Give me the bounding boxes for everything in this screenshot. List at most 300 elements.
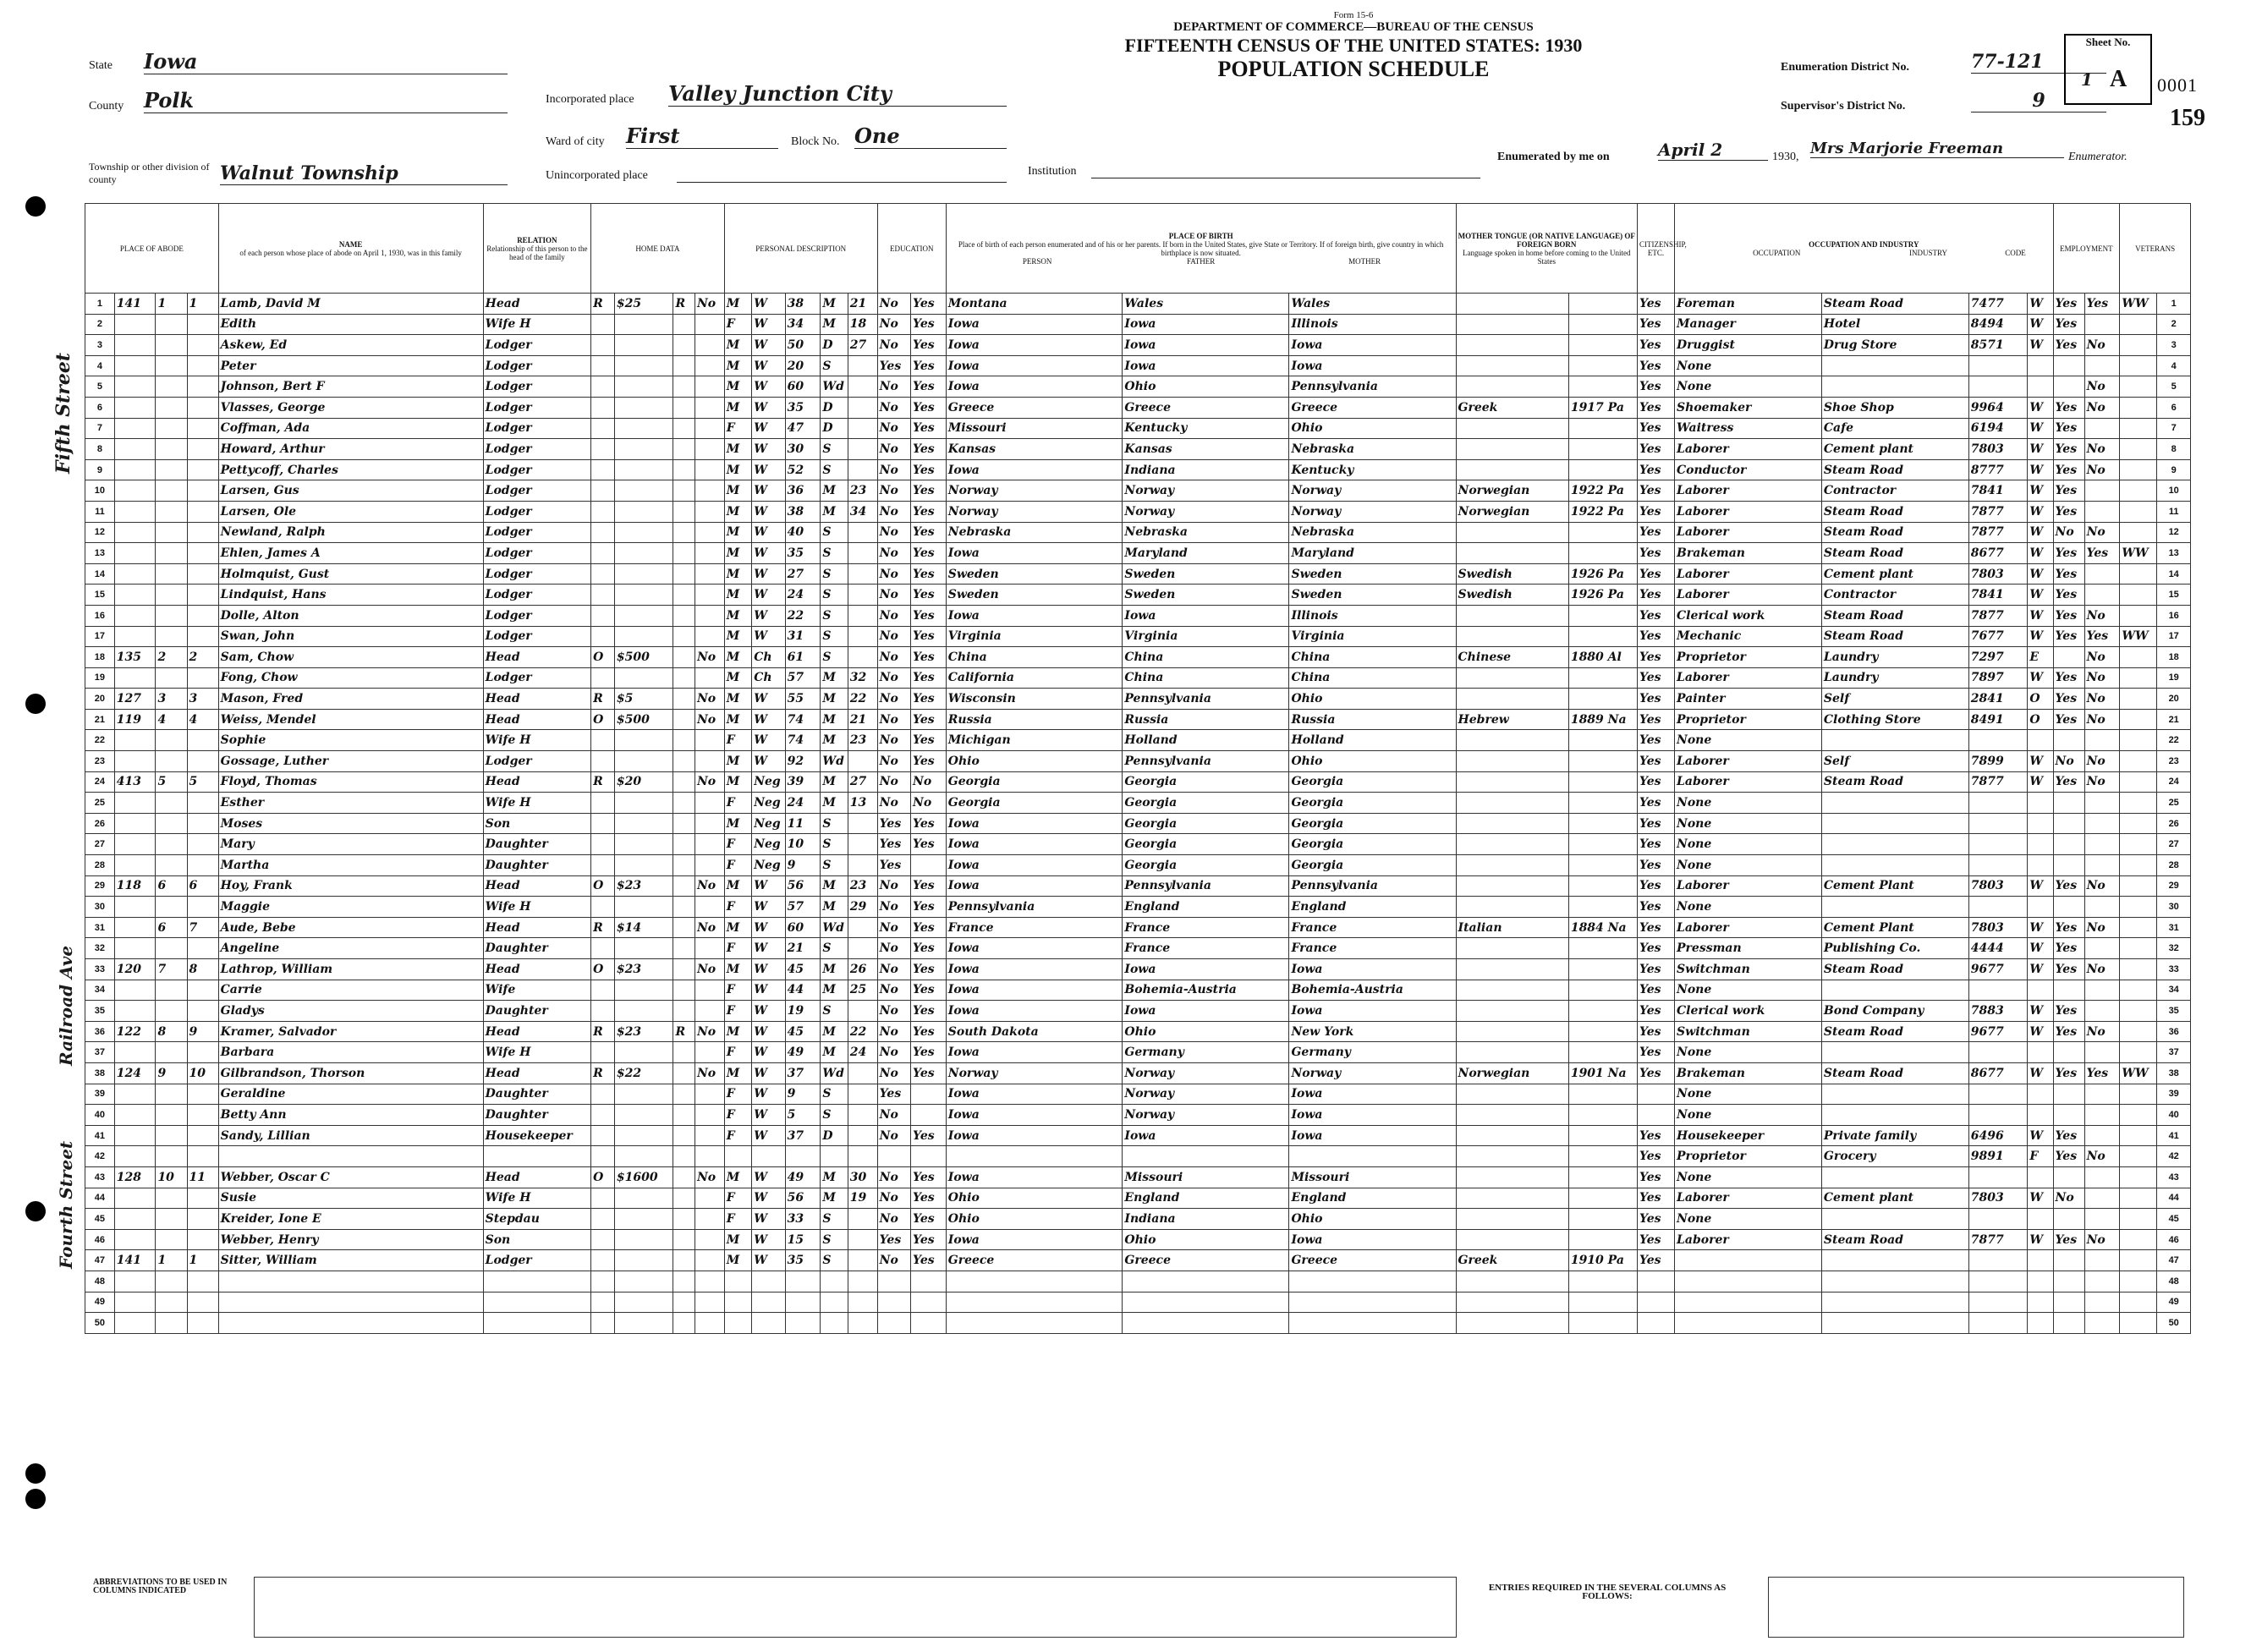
cell-eng: Yes [1637,730,1674,751]
cell-emp [2053,647,2084,668]
cell-emp [2053,1313,2084,1334]
cell-vet: No [2084,522,2120,543]
cell-val [614,938,673,959]
cell-sex: M [724,875,751,897]
cell-sex [724,1271,751,1292]
cell-bp: Iowa [946,605,1123,626]
line-number: 26 [2157,813,2191,834]
cell-bpf: Greece [1123,397,1289,418]
header-relation [483,204,591,294]
cell-vis: 2 [187,647,218,668]
cell-rel: Lodger [483,397,591,418]
cell-dw [114,730,156,751]
cell-cls: W [2028,1001,2053,1022]
cell-bpf: Kansas [1123,439,1289,460]
line-number: 16 [85,605,115,626]
line-number: 31 [85,917,115,938]
cell-lang [1456,1313,1568,1334]
cell-farm [695,585,724,606]
cell-dw: 124 [114,1062,156,1084]
cell-ind [1821,1292,1968,1313]
cell-agem: 23 [848,480,877,502]
cell-ind: Publishing Co. [1821,938,1968,959]
township-value: Walnut Township [220,162,508,185]
cell-war [2120,667,2157,689]
cell-fam [156,522,187,543]
cell-code: 9677 [1968,959,2028,980]
cell-fam [156,793,187,814]
cell-dw [114,605,156,626]
cell-radio [673,376,695,398]
inc-place-value: Valley Junction City [668,81,1007,107]
cell-eng: Yes [1637,917,1674,938]
cell-read: Yes [911,959,947,980]
table-row [85,647,2191,668]
cell-own: O [591,1166,615,1188]
cell-sch: No [877,563,910,585]
cell-bp: Norway [946,501,1123,522]
cell-bpf: Pennsylvania [1123,751,1289,772]
cell-mar: S [821,1001,848,1022]
cell-ind: Steam Road [1821,459,1968,480]
cell-cit [1568,1166,1637,1188]
cell-race: Neg [752,834,785,855]
cell-bpf: Georgia [1123,834,1289,855]
line-number: 25 [2157,793,2191,814]
cell-dw: 120 [114,959,156,980]
cell-farm [695,1250,724,1271]
cell-code: 7883 [1968,1001,2028,1022]
cell-vet [2084,855,2120,876]
cell-sch: Yes [877,355,910,376]
cell-lang [1456,1188,1568,1209]
cell-val [614,1105,673,1126]
line-number: 10 [2157,480,2191,502]
cell-dw [114,793,156,814]
cell-occ [1675,1250,1822,1271]
cell-bpm: New York [1289,1021,1456,1042]
cell-code [1968,376,2028,398]
cell-rel: Daughter [483,1105,591,1126]
cell-read: Yes [911,813,947,834]
cell-farm [695,1001,724,1022]
cell-emp [2053,855,2084,876]
cell-rel: Son [483,1229,591,1250]
cell-vet: Yes [2084,1062,2120,1084]
cell-radio [673,355,695,376]
cell-age: 45 [785,959,821,980]
cell-bpm: Russia [1289,709,1456,730]
header-name-desc: of each person whose place of abode on April 1, 1930, was in this family [239,248,462,257]
cell-war [2120,1313,2157,1334]
sd-label: Supervisor's District No. [1781,100,1906,113]
cell-cls: W [2028,626,2053,647]
cell-lang [1456,1125,1568,1146]
cell-bpm: Norway [1289,480,1456,502]
cell-farm [695,897,724,918]
cell-radio [673,480,695,502]
cell-read: Yes [911,980,947,1001]
cell-race: W [752,875,785,897]
table-row [85,563,2191,585]
cell-sex: F [724,897,751,918]
cell-occ: Manager [1675,314,1822,335]
cell-bp: Michigan [946,730,1123,751]
cell-lang [1456,1001,1568,1022]
cell-rel: Head [483,709,591,730]
cell-agem: 29 [848,897,877,918]
header-mother: MOTHER [1348,256,1381,266]
line-number: 8 [2157,439,2191,460]
cell-farm [695,522,724,543]
cell-own: O [591,709,615,730]
cell-cls [2028,834,2053,855]
cell-own [591,1313,615,1334]
cell-name: Aude, Bebe [218,917,483,938]
cell-rel: Head [483,1166,591,1188]
cell-emp: Yes [2053,938,2084,959]
footer [85,1573,2191,1641]
cell-rel: Lodger [483,563,591,585]
cell-cls: W [2028,1062,2053,1084]
cell-name: Martha [218,855,483,876]
cell-name: Sam, Chow [218,647,483,668]
table-row [85,689,2191,710]
cell-eng: Yes [1637,709,1674,730]
margin-street-2: Railroad Ave [56,945,76,1066]
cell-bp: Iowa [946,1001,1123,1022]
table-row [85,1166,2191,1188]
cell-val [614,397,673,418]
cell-vet [2084,418,2120,439]
cell-mar: M [821,875,848,897]
cell-bp: Iowa [946,1084,1123,1105]
cell-bp: Nebraska [946,522,1123,543]
cell-val [614,480,673,502]
cell-age: 56 [785,875,821,897]
cell-code: 9964 [1968,397,2028,418]
cell-name: Floyd, Thomas [218,771,483,793]
line-number: 44 [85,1188,115,1209]
cell-age: 20 [785,355,821,376]
cell-eng: Yes [1637,376,1674,398]
cell-cit [1568,1313,1637,1334]
cell-eng: Yes [1637,335,1674,356]
cell-lang [1456,1042,1568,1063]
cell-cit [1568,1001,1637,1022]
cell-bpm [1289,1313,1456,1334]
cell-farm: No [695,771,724,793]
cell-ind [1821,855,1968,876]
cell-age: 39 [785,771,821,793]
cell-sch: No [877,605,910,626]
cell-race: W [752,1229,785,1250]
cell-bpm: England [1289,897,1456,918]
cell-code [1968,1105,2028,1126]
cell-vet: No [2084,459,2120,480]
cell-bpf: Sweden [1123,585,1289,606]
cell-war [2120,1271,2157,1292]
cell-fam [156,335,187,356]
cell-ind: Cement Plant [1821,875,1968,897]
line-number: 20 [85,689,115,710]
cell-lang [1456,730,1568,751]
department: DEPARTMENT OF COMMERCE—BUREAU OF THE CENSUS [1173,20,1534,34]
cell-read [911,1313,947,1334]
cell-read: Yes [911,875,947,897]
cell-sex: M [724,459,751,480]
cell-race: W [752,355,785,376]
cell-fam: 5 [156,771,187,793]
cell-dw [114,938,156,959]
cell-fam: 1 [156,1250,187,1271]
cell-val [614,793,673,814]
cell-own [591,834,615,855]
enumerator-name: Mrs Marjorie Freeman [1810,140,2064,158]
cell-read: Yes [911,418,947,439]
cell-bpf: Iowa [1123,314,1289,335]
cell-fam: 10 [156,1166,187,1188]
cell-farm [695,605,724,626]
cell-rel [483,1271,591,1292]
cell-war: WW [2120,1062,2157,1084]
cell-bpf: Iowa [1123,335,1289,356]
township-label: Township or other division of county [89,161,210,185]
cell-lang [1456,376,1568,398]
cell-sch: No [877,1250,910,1271]
cell-occ: Laborer [1675,1188,1822,1209]
cell-cls: W [2028,480,2053,502]
cell-dw [114,1125,156,1146]
cell-race: W [752,376,785,398]
cell-agem [848,355,877,376]
cell-occ: Druggist [1675,335,1822,356]
line-number: 19 [2157,667,2191,689]
cell-war [2120,1166,2157,1188]
cell-read: Yes [911,585,947,606]
cell-sch: No [877,1042,910,1063]
cell-occ: None [1675,355,1822,376]
cell-emp [2053,376,2084,398]
cell-lang [1456,1166,1568,1188]
line-number: 23 [85,751,115,772]
cell-cit [1568,667,1637,689]
cell-dw [114,1313,156,1334]
cell-ind: Drug Store [1821,335,1968,356]
line-number: 48 [85,1271,115,1292]
cell-lang [1456,751,1568,772]
cell-lang [1456,605,1568,626]
cell-farm [695,938,724,959]
cell-sch: No [877,439,910,460]
cell-bpf: Germany [1123,1042,1289,1063]
line-number: 37 [2157,1042,2191,1063]
cell-vis [187,563,218,585]
header-mother-tongue-desc: Language spoken in home before coming to the United States [1463,248,1631,266]
line-number: 12 [85,522,115,543]
cell-bpm: Norway [1289,1062,1456,1084]
cell-agem [848,1125,877,1146]
cell-war [2120,418,2157,439]
cell-lang: Norwegian [1456,1062,1568,1084]
cell-lang: Greek [1456,1250,1568,1271]
cell-read [911,1105,947,1126]
cell-race [752,1271,785,1292]
cell-sch: No [877,793,910,814]
cell-code: 7803 [1968,1188,2028,1209]
cell-farm [695,626,724,647]
cell-sch [877,1146,910,1167]
cell-occ: Foreman [1675,294,1822,315]
cell-cls: W [2028,501,2053,522]
cell-vis: 8 [187,959,218,980]
cell-vis: 7 [187,917,218,938]
cell-dw [114,376,156,398]
cell-name [218,1313,483,1334]
cell-agem: 21 [848,294,877,315]
line-number: 2 [2157,314,2191,335]
cell-code [1968,1166,2028,1188]
cell-radio [673,1188,695,1209]
cell-ind: Shoe Shop [1821,397,1968,418]
cell-lang [1456,294,1568,315]
cell-code: 8571 [1968,335,2028,356]
cell-dw [114,751,156,772]
cell-agem [848,543,877,564]
cell-mar: M [821,771,848,793]
cell-fam [156,501,187,522]
cell-mar: Wd [821,751,848,772]
cell-farm [695,1271,724,1292]
header-person: PERSON [1022,256,1052,266]
cell-fam [156,1084,187,1105]
cell-mar: M [821,1042,848,1063]
cell-lang [1456,418,1568,439]
cell-sch: No [877,1125,910,1146]
cell-rel [483,1146,591,1167]
cell-val: $14 [614,917,673,938]
cell-bpm: Iowa [1289,1229,1456,1250]
cell-lang [1456,938,1568,959]
cell-mar: M [821,897,848,918]
margin-street-3: Fourth Street [56,1140,76,1269]
cell-cit: 1889 Na [1568,709,1637,730]
cell-sex: M [724,1250,751,1271]
cell-code: 4444 [1968,938,2028,959]
cell-war [2120,897,2157,918]
cell-vet [2084,938,2120,959]
cell-vis [187,501,218,522]
cell-race: W [752,1084,785,1105]
cell-farm [695,1229,724,1250]
ward-label: Ward of city [546,135,605,148]
cell-bpf: Pennsylvania [1123,875,1289,897]
sheet-box [2064,34,2152,105]
cell-cit: 1922 Pa [1568,480,1637,502]
table-row [85,626,2191,647]
cell-war [2120,875,2157,897]
cell-vet [2084,1271,2120,1292]
table-row [85,1125,2191,1146]
line-number: 19 [85,667,115,689]
cell-cit: 1917 Pa [1568,397,1637,418]
cell-sch: No [877,730,910,751]
cell-bp: Kansas [946,439,1123,460]
cell-read: Yes [911,667,947,689]
cell-mar: S [821,834,848,855]
cell-emp: Yes [2053,689,2084,710]
cell-farm: No [695,709,724,730]
cell-race [752,1313,785,1334]
cell-farm [695,855,724,876]
cell-name: Sandy, Lillian [218,1125,483,1146]
cell-sex: F [724,855,751,876]
table-row [85,917,2191,938]
cell-radio [673,1125,695,1146]
cell-lang: Swedish [1456,563,1568,585]
cell-farm [695,439,724,460]
cell-rel [483,1292,591,1313]
cell-own [591,1209,615,1230]
cell-radio [673,501,695,522]
cell-val: $25 [614,294,673,315]
cell-sex: M [724,522,751,543]
table-row [85,855,2191,876]
cell-war [2120,813,2157,834]
cell-cit [1568,980,1637,1001]
cell-age: 47 [785,418,821,439]
cell-cit [1568,1188,1637,1209]
table-row [85,875,2191,897]
cell-sch: No [877,1188,910,1209]
cell-name: Holmquist, Gust [218,563,483,585]
cell-mar: S [821,1105,848,1126]
abbrev-title: ABBREVIATIONS TO BE USED IN COLUMNS INDICATED [93,1578,228,1595]
cell-eng: Yes [1637,1229,1674,1250]
cell-ind: Cement Plant [1821,917,1968,938]
cell-rel: Daughter [483,1001,591,1022]
line-number: 2 [85,314,115,335]
cell-code: 7803 [1968,875,2028,897]
cell-bpm: Iowa [1289,1125,1456,1146]
cell-rel: Lodger [483,376,591,398]
cell-dw [114,1188,156,1209]
header-occ-sub: OCCUPATION [1753,248,1801,257]
header-citizenship: CITIZENSHIP, ETC. [1637,204,1674,294]
cell-ind [1821,1166,1968,1188]
punch-hole [25,1463,46,1484]
cell-bpm: Sweden [1289,585,1456,606]
cell-lang [1456,1209,1568,1230]
cell-rel: Wife H [483,1188,591,1209]
cell-occ: Waitress [1675,418,1822,439]
cell-rel: Lodger [483,605,591,626]
cell-lang [1456,626,1568,647]
cell-bpf: Greece [1123,1250,1289,1271]
cell-sex: M [724,709,751,730]
line-number: 41 [85,1125,115,1146]
cell-bp: California [946,667,1123,689]
cell-cls [2028,355,2053,376]
cell-rel: Lodger [483,626,591,647]
entries-box [1768,1577,2184,1638]
cell-age [785,1146,821,1167]
cell-agem [848,1209,877,1230]
cell-read: Yes [911,1229,947,1250]
cell-agem: 22 [848,689,877,710]
cell-name: Esther [218,793,483,814]
cell-radio [673,626,695,647]
